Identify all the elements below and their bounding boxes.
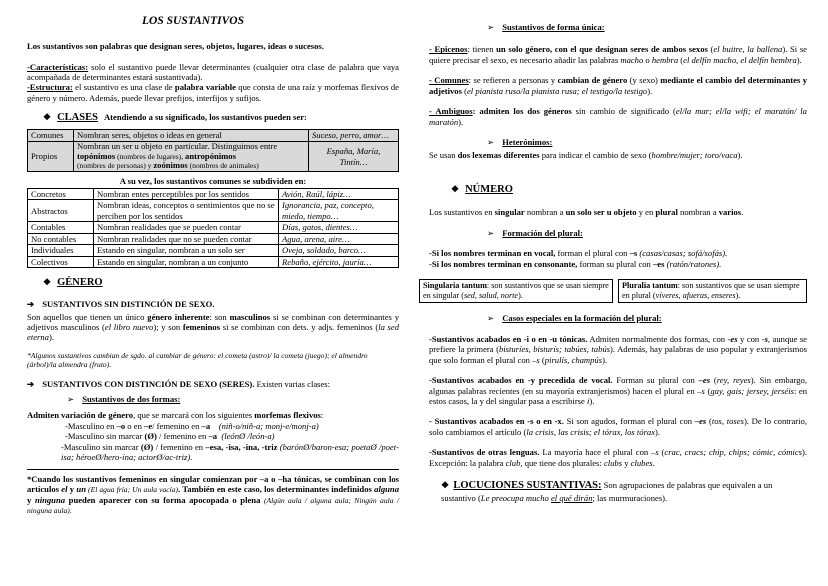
classes-table [27, 129, 399, 172]
caso-otras-lenguas: -Sustantivos de otras lenguas. La mayoría hace el plural con –s (crac, cracs; chip, chips; cómic, cómics). Excepción: la palabra club, que tiene dos plurales: clubs y clubes. [429, 447, 807, 468]
intro: Los sustantivos son palabras que designan seres, objetos, lugares, ideas o sucesos. [27, 41, 324, 52]
morfema-row-3: -Masculino sin marcar (Ø) / femenino en –esa, -isa, -ina, -triz (barónØ/baron-esa; poetaØ /poet-isa; héroeØ/hero-ína; actorØ/ac-triz). [61, 441, 399, 463]
locuciones: ❖ LOCUCIONES SUSTANTIVAS: Son agrupaciones de palabras que equivalen a un sustantivo (Le preocupa mucho el qué dirán; las murmuraciones). [441, 480, 773, 504]
page-title: LOS SUSTANTIVOS [142, 15, 244, 27]
epicenos: - Epicenos: tienen un solo género, con el que designan seres de ambos sexos (el buitre, la ballena). Si se quiere precisar el sexo, es necesario añadir las palabras macho o hembra (el delfín macho, el delfín hembra). [429, 44, 807, 65]
arrow-right-icon: ➔ [27, 299, 35, 310]
caso-s-x: - Sustantivos acabados en -s o en -x. Si son agudos, forman el plural con –es (tos, toses). De lo contrario, solo cambiamos el artículo (la crisis, las crisis; el tórax, los tórax). [429, 416, 807, 437]
admiten-variacion: Admiten variación de género, que se marcará con los siguientes morfemas flexivos: [27, 410, 324, 421]
singularia-tantum-box: Singularia tantum: son sustantivos que se usan siempre en singular (sed, salud, norte). [419, 279, 613, 303]
numero-heading: ❖ NÚMERO [451, 184, 513, 196]
table-row [28, 200, 399, 222]
example-cell: Rebaño, ejército, jauría… [279, 256, 399, 267]
type-cell: Contables [28, 222, 94, 233]
example-cell: Ignorancia, paz, concepto, miedo, tiempo… [279, 200, 399, 222]
femeninos-tonicos-note: *Cuando los sustantivos femeninos en singular comienzan por –a o –ha tónicas, se combinan con los artículos el y un (El agua fría; Un aula vacía). También en este caso, los determinantes indefinidos alguna y ninguna pueden aparecer con su forma apocopada o plena (Algún aula / alguna aula; Ningún aula / ninguna aula). [27, 473, 400, 516]
estructura: -Estructura: el sustantivo es una clase de palabra variable que consta de una raíz y morfemas flexivos de género y número. Además, puede llevar prefijos, interfijos y sufijos. [27, 82, 399, 103]
plural-consonante: -Si los nombres terminan en consonante, forman su plural con –es (ratón/ratones). [429, 258, 722, 269]
cambio-significado-note: *Algunos sustantivos cambian de sgdo. al cambiar de género: el cometa (astro)/ la cometa (juego); el almendro (árbol)/la almendra (fruto). [27, 350, 368, 370]
divider [27, 469, 399, 470]
definition-cell: Nombran realidades que no se pueden contar [94, 233, 279, 244]
definition-cell: Nombran entes perceptibles por los sentidos [94, 188, 279, 199]
arrow-bullet-icon: ➢ [487, 227, 495, 238]
dos-formas-heading: ➢ Sustantivos de dos formas: [67, 393, 181, 404]
right-column [423, 0, 808, 504]
definition-cell: Nombran ideas, conceptos o sentimientos que no se perciben por los sentidos [94, 200, 279, 222]
heteronimos-heading: ➢ Heterónimos: [487, 137, 553, 148]
type-cell: No contables [28, 233, 94, 244]
formacion-plural-heading: ➢ Formación del plural: [487, 227, 583, 238]
table-row [28, 222, 399, 233]
example-cell: Agua, arena, aire… [279, 233, 399, 244]
example-cell: Oveja, soldado, barco… [279, 245, 399, 256]
type-cell: Concretos [28, 188, 94, 199]
table-row [28, 256, 399, 267]
heteronimos: Se usan dos lexemas diferentes para indicar el cambio de sexo (hombre/mujer; toro/vaca). [429, 149, 743, 160]
pluralia-tantum-box: Pluralia tantum: son sustantivos que se usan siempre en plural (víveres, afueras, enseres). [618, 279, 807, 303]
arrow-bullet-icon: ➢ [487, 313, 495, 324]
forma-unica-heading: ➢ Sustantivos de forma única: [487, 22, 605, 32]
ambiguos: - Ambiguos: admiten los dos géneros sin cambio de significado (el/la mar; el/la wifi; el maratón/ la maratón). [429, 106, 807, 127]
tantum-boxes [419, 279, 807, 303]
table-row: Propios Nombran un ser u objeto en particular. Distinguimos entre topónimos (nombres de lugares), antropónimos (nombres de personas) y zoónimos (nombres de animales) España, María, Tintín… [28, 141, 399, 172]
arrow-bullet-icon: ➢ [67, 393, 75, 404]
diamond-bullet-icon: ❖ [451, 184, 460, 195]
arrow-right-icon: ➔ [27, 379, 35, 390]
sin-distincion-text: Son aquellos que tienen un único género inherente: son masculinos si se combinan con determinantes y adjetivos masculinos (el libro nuevo); y son femeninos si se combinan con dets. y adjs. femeninos (la sed eterna). [27, 311, 400, 343]
con-distincion-heading: ➔ SUSTANTIVOS CON DISTINCIÓN DE SEXO (SERES). Existen varias clases: [27, 379, 331, 390]
table-row [28, 245, 399, 256]
morfema-row-2: -Masculino sin marcar (Ø) / femenino en –a (leónØ /león-a) [65, 431, 275, 442]
definition-cell: Estando en singular, nombran a un solo ser [94, 245, 279, 256]
sin-distincion-heading: ➔ SUSTANTIVOS SIN DISTINCIÓN DE SEXO. [27, 299, 215, 310]
genero-heading: ❖ GÉNERO [43, 277, 103, 289]
caracteristicas: -Características: solo el sustantivo puede llevar determinantes (cualquier otra clase de palabra que vaya acompañada de determinantes estará sustantivada). [27, 61, 399, 82]
clases-heading: ❖ CLASES Atendiendo a su significado, los sustantivos pueden ser: [43, 112, 307, 124]
casos-especiales-heading: ➢ Casos especiales en la formación del plural: [487, 313, 662, 324]
type-cell: Abstractos [28, 200, 94, 222]
table-row: Comunes Nombran seres, objetos o ideas en general Suceso, perro, amor… [28, 130, 399, 141]
numero-intro: Los sustantivos en singular nombran a un solo ser u objeto y en plural nombran a varios. [429, 207, 744, 218]
arrow-bullet-icon: ➢ [487, 137, 495, 148]
example-cell: Avión, Raúl, lápiz… [279, 188, 399, 199]
table-row [28, 188, 399, 199]
subdivision-table [27, 188, 399, 268]
arrow-bullet-icon: ➢ [487, 22, 495, 32]
table-row [28, 233, 399, 244]
example-cell: Días, gatos, dientes… [279, 222, 399, 233]
diamond-bullet-icon: ❖ [441, 480, 450, 491]
caso-y: -Sustantivos acabados en -y precedida de vocal. Forman su plural con –es (rey, reyes). Sin embargo, algunas palabras recientes (en su mayoría extranjerismos) hacen el plural en –s (gay, gais; jersey, jerséis: en estos casos, la y del singular pasa a escribirse i). [429, 375, 807, 406]
definition-cell: Nombran realidades que se pueden contar [94, 222, 279, 233]
left-column [27, 0, 399, 516]
type-cell: Colectivos [28, 256, 94, 267]
diamond-bullet-icon: ❖ [43, 277, 52, 288]
table2-caption: A su vez, los sustantivos comunes se subdividen en: [119, 176, 307, 187]
comunes: - Comunes: se refieren a personas y cambian de género (y sexo) mediante el cambio del determinantes y adjetivos (el pianista ruso/la pianista rusa; el testigo/la testigo). [429, 75, 808, 96]
type-cell: Individuales [28, 245, 94, 256]
caso-i-u-tonicas: -Sustantivos acabados en -i o en -u tónicas. Admiten normalmente dos formas, con -es y con -s, aunque se prefiere la primera (bisturíes, bisturís; tabúes, tabús). Además, hay palabras de uso popular y extranjerismos que solo forman el plural con –s (pirulís, champús). [429, 333, 808, 365]
morfema-row-1: -Masculino en –o o en –e/ femenino en –a (niñ-o/niñ-a; monj-e/monj-a) [65, 420, 319, 431]
definition-cell: Estando en singular, nombran a un conjunto [94, 256, 279, 267]
plural-vocal: -Si los nombres terminan en vocal, forman el plural con –s (casas/casas; sofá/sofás). [429, 248, 728, 259]
diamond-bullet-icon: ❖ [43, 112, 52, 123]
